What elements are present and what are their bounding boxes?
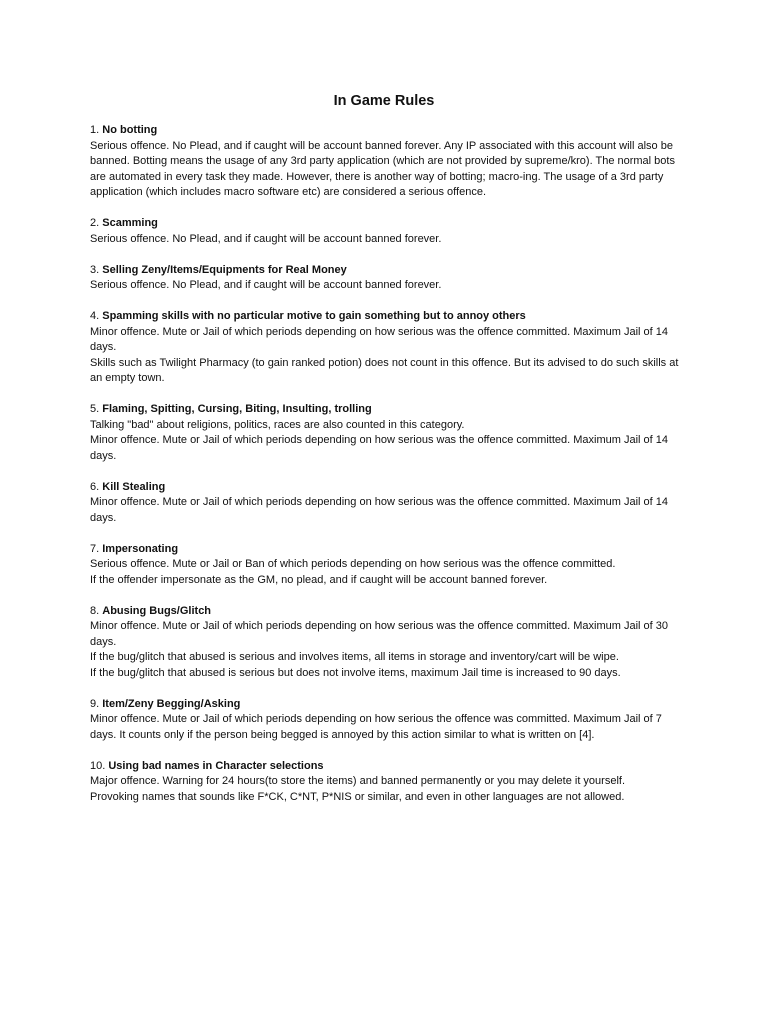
rule-item [90, 263, 690, 294]
rule-text: Minor offence. Mute or Jail of which periods depending on how serious was the offence committed. Maximum Jail of 14 days. [90, 325, 668, 353]
rule-title: Scamming [102, 217, 158, 229]
rule-heading [90, 402, 690, 418]
rule-text: If the bug/glitch that abused is serious and involves items, all items in storage and inventory/cart will be wipe. [90, 651, 619, 663]
rule-heading [90, 216, 690, 232]
rule-item [90, 309, 690, 387]
rule-text: Major offence. Warning for 24 hours(to store the items) and banned permanently or you may delete it yourself. [90, 775, 625, 787]
rule-item [90, 759, 690, 806]
rule-number: 8. [90, 604, 100, 617]
rule-item [90, 480, 690, 527]
rule-text: Skills such as Twilight Pharmacy (to gain ranked potion) does not count in this offence. But its advised to do such skills at an empty town. [90, 356, 679, 384]
rule-number: 7. [90, 542, 100, 555]
rule-title: Spamming skills with no particular motive to gain something but to annoy others [102, 310, 526, 322]
rule-text: Serious offence. No Plead, and if caught will be account banned forever. [90, 232, 442, 245]
rule-heading [90, 542, 690, 558]
rule-text: Minor offence. Mute or Jail of which periods depending on how serious was the offence committed. Maximum Jail of 30 days. [90, 620, 668, 648]
rule-item [90, 216, 690, 247]
rule-text: Minor offence. Mute or Jail of which periods depending on how serious was the offence committed. Maximum Jail of 14 days. [90, 434, 668, 462]
rule-title: Impersonating [102, 542, 179, 555]
rules-list [90, 123, 690, 821]
rule-text: Minor offence. Mute or Jail of which periods depending on how serious the offence was committed. Maximum Jail of 7 days. It counts only if the person being begged is annoyed by this action similar to what is written on [4]. [90, 713, 662, 741]
rule-item [90, 697, 690, 744]
rule-text: Serious offence. Mute or Jail or Ban of which periods depending on how serious was the offence committed. [90, 558, 616, 570]
rule-text: If the bug/glitch that abused is serious but does not involve items, maximum Jail time is increased to 90 days. [90, 666, 621, 679]
rule-heading [90, 697, 690, 713]
rule-heading [90, 309, 690, 325]
rule-heading [90, 759, 690, 775]
rule-text: Provoking names that sounds like F*CK, C*NT, P*NIS or similar, and even in other languages are not allowed. [90, 790, 625, 803]
rule-title: Item/Zeny Begging/Asking [102, 697, 241, 710]
rule-heading [90, 263, 690, 279]
rule-number: 5. [90, 403, 100, 415]
rule-text: Talking "bad" about religions, politics, races are also counted in this category. [90, 418, 465, 431]
rule-text: Serious offence. No Plead, and if caught will be account banned forever. Any IP associated with this account will also be banned. Botting means the usage of any 3rd party application (which are not provided by supreme/kro). The normal bots are automated in every task they made. However, there is another way of botting; macro-ing. The usage of a 3rd party application (which includes macro software etc) are considered a serious offence. [90, 139, 675, 198]
rule-title: Abusing Bugs/Glitch [102, 604, 212, 617]
rule-title: Selling Zeny/Items/Equipments for Real Money [102, 263, 347, 276]
rule-number: 4. [90, 310, 100, 322]
rule-title: Using bad names in Character selections [108, 759, 324, 772]
rule-item [90, 604, 690, 682]
rule-number: 6. [90, 480, 100, 493]
rule-number: 9. [90, 697, 100, 710]
rule-heading [90, 123, 690, 139]
rule-title: No botting [102, 124, 158, 136]
rule-number: 10. [90, 759, 106, 772]
rule-text: If the offender impersonate as the GM, no plead, and if caught will be account banned forever. [90, 573, 548, 586]
rule-text: Serious offence. No Plead, and if caught will be account banned forever. [90, 279, 442, 291]
rule-item [90, 402, 690, 464]
rule-number: 1. [90, 124, 100, 136]
rule-heading [90, 604, 690, 620]
page-title: In Game Rules [333, 93, 435, 109]
rule-title: Flaming, Spitting, Cursing, Biting, Insulting, trolling [102, 403, 372, 415]
rule-heading [90, 480, 690, 496]
rule-item [90, 542, 690, 589]
rule-number: 2. [90, 217, 100, 229]
rule-text: Minor offence. Mute or Jail of which periods depending on how serious was the offence committed. Maximum Jail of 14 days. [90, 496, 668, 524]
rule-item [90, 123, 690, 201]
rule-title: Kill Stealing [102, 480, 166, 493]
rule-number: 3. [90, 263, 100, 276]
